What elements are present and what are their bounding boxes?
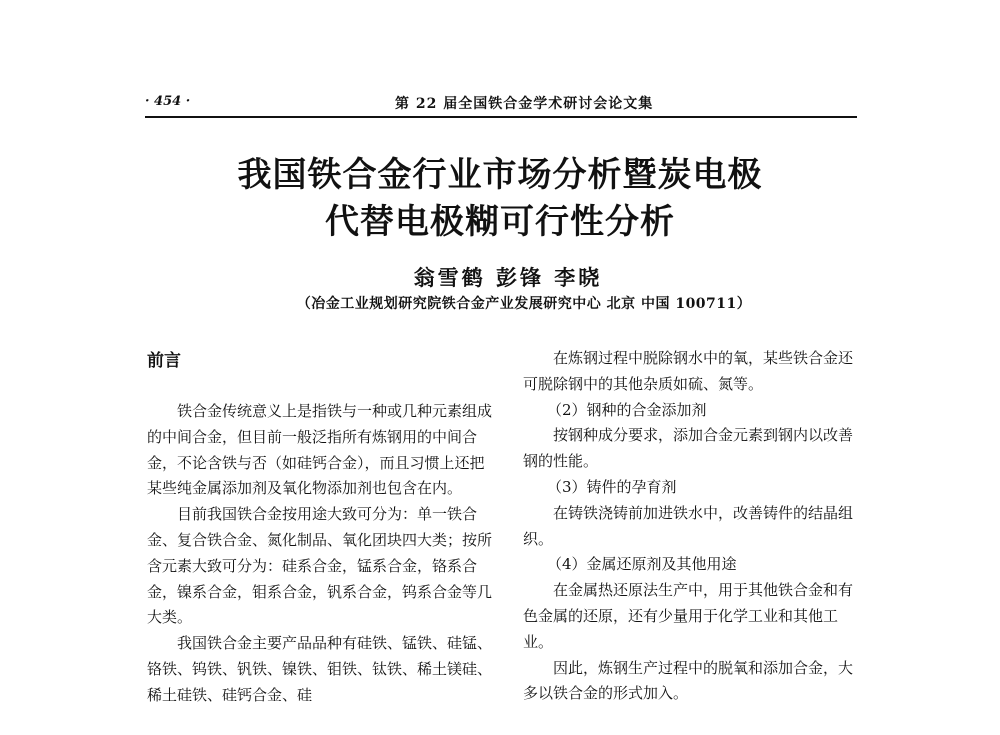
subheading: （2）钢种的合金添加剂 xyxy=(547,400,707,419)
paragraph: 按钢种成分要求，添加合金元素到钢内以改善钢的性能。 xyxy=(523,426,854,471)
journal-title: 第 22 届全国铁合金学术研讨会论文集 xyxy=(395,96,654,112)
paper-title-line-2: 代替电极糊可行性分析 xyxy=(325,202,675,242)
paragraph: 目前我国铁合金按用途大致可分为：单一铁合金、复合铁合金、氮化制品、氧化团块四大类；按所含元素大致可分为：硅系合金，锰系合金，铬系合金，镍系合金，钼系合金，钒系合金，钨系合金等几大类。 xyxy=(147,505,493,627)
running-header xyxy=(145,94,857,118)
subheading: （4）金属还原剂及其他用途 xyxy=(547,555,737,574)
paragraph: 在铸铁浇铸前加进铁水中，改善铸件的结晶组织。 xyxy=(523,503,854,548)
section-heading: 前言 xyxy=(147,351,181,371)
authors: 翁雪鹤 彭锋 李晓 xyxy=(413,265,603,290)
paragraph: 铁合金传统意义上是指铁与一种或几种元素组成的中间合金，但目前一般泛指所有炼钢用的中间合金，不论含铁与否（如硅钙合金），而且习惯上还把某些纯金属添加剂及氧化物添加剂也包含在内。 xyxy=(147,402,493,498)
paragraph: 因此，炼钢生产过程中的脱氧和添加合金，大多以铁合金的形式加入。 xyxy=(523,658,854,703)
paragraph: 我国铁合金主要产品品种有硅铁、锰铁、硅锰、铬铁、钨铁、钒铁、镍铁、钼铁、钛铁、稀土镁硅、稀土硅铁、硅钙合金、硅 xyxy=(147,634,493,704)
paragraph: 在炼钢过程中脱除钢水中的氧，某些铁合金还可脱除钢中的其他杂质如硫、氮等。 xyxy=(523,349,854,393)
paper-title-line-1: 我国铁合金行业市场分析暨炭电极 xyxy=(237,155,763,195)
right-column xyxy=(523,346,858,707)
affiliation: （冶金工业规划研究院铁合金产业发展研究中心 北京 中国 100711） xyxy=(296,296,752,312)
subheading: （3）铸件的孕育剂 xyxy=(547,477,677,496)
page-number: · 454 · xyxy=(145,94,191,109)
paragraph: 在金属热还原法生产中，用于其他铁合金和有色金属的还原，还有少量用于化学工业和其他工业。 xyxy=(523,581,854,651)
left-column xyxy=(147,399,492,709)
